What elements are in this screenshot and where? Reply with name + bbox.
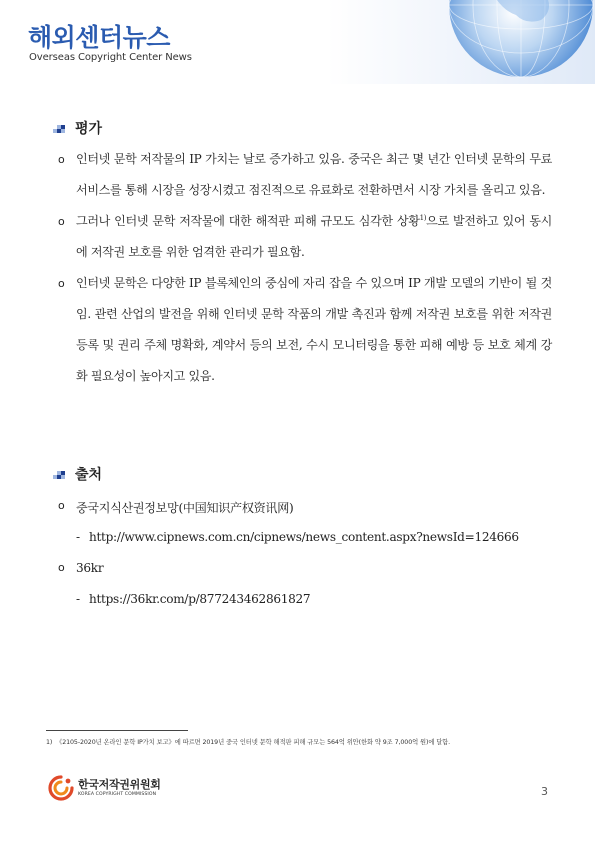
copyright-commission-logo-icon (48, 775, 74, 801)
source-name: 중국지식산권정보망(中国知识产权资讯网) (76, 501, 294, 515)
section-square-icon (53, 469, 66, 479)
footnote-divider (46, 730, 188, 731)
list-item (76, 530, 519, 544)
bullet-text-part: 으로 발전하고 있어 동시에 저작권 보호를 위한 엄격한 관리가 필요함. (76, 214, 552, 259)
dash-marker: - (76, 592, 80, 606)
bullet-text-part: 그러나 인터넷 문학 저작물에 대한 해적판 피해 규모도 심각한 상황 (76, 214, 420, 228)
org-logo (48, 775, 161, 801)
source-name: 36kr (76, 561, 104, 575)
bullet-circle-icon: o (58, 153, 65, 166)
list-item (58, 561, 103, 575)
org-name-korean: 한국저작권위원회 (78, 778, 161, 791)
bullet-circle-icon: o (58, 561, 65, 574)
list-item (58, 144, 552, 206)
header-subtitle: Overseas Copyright Center News (29, 52, 192, 63)
globe-icon (431, 0, 595, 80)
page-number: 3 (541, 785, 548, 798)
footnote-text: 《2105-2020년 온라인 문학 IP가치 보고》에 따르면 2019년 중국 인터넷 문학 해적판 피해 규모는 564억 위안(한화 약 9조 7,000억 원)에 달함. (56, 739, 451, 746)
footnote-number: 1) (46, 739, 53, 746)
list-item (58, 499, 293, 516)
bullet-circle-icon: o (58, 215, 65, 228)
header-title: 해외센터뉴스 (28, 23, 170, 52)
bullet-text (76, 206, 552, 268)
footnote (46, 737, 556, 748)
list-item (58, 206, 552, 268)
bullet-circle-icon: o (58, 277, 65, 290)
header-banner (0, 0, 595, 84)
footnote-ref[interactable]: 1) (419, 213, 427, 222)
evaluation-bullet-list (58, 144, 552, 392)
source-link[interactable]: http://www.cipnews.com.cn/cipnews/news_content.aspx?newsId=124666 (89, 530, 519, 544)
section-title: 평가 (75, 121, 103, 137)
section-title: 출처 (75, 467, 103, 483)
section-square-icon (53, 123, 66, 133)
bullet-text: 인터넷 문학은 다양한 IP 블록체인의 중심에 자리 잡을 수 있으며 IP 개발 모델의 기반이 될 것임. 관련 산업의 발전을 위해 인터넷 문학 작품의 개발 촉진과 함께 저작권 보호를 위한 저작권 등록 및 권리 주체 명확화, 계약서 등의 보전, 수시 모니터링을 통한 피해 예방 등 보호 체계 강화 필요성이 높아지고 있음. (76, 276, 552, 383)
section-heading-evaluation (53, 118, 102, 138)
org-name-english: KOREA COPYRIGHT COMMISSION (78, 792, 157, 797)
dash-marker: - (76, 530, 80, 544)
bullet-text: 인터넷 문학 저작물의 IP 가치는 날로 증가하고 있음. 중국은 최근 몇 년간 인터넷 문학의 무료 서비스를 통해 시장을 성장시켰고 점진적으로 유료화로 전환하면서 시장 가치를 올리고 있음. (76, 152, 552, 197)
list-item (58, 268, 552, 392)
section-heading-sources (53, 464, 102, 484)
bullet-circle-icon: o (58, 499, 65, 512)
source-link[interactable]: https://36kr.com/p/877243462861827 (89, 592, 311, 606)
list-item (76, 592, 310, 606)
